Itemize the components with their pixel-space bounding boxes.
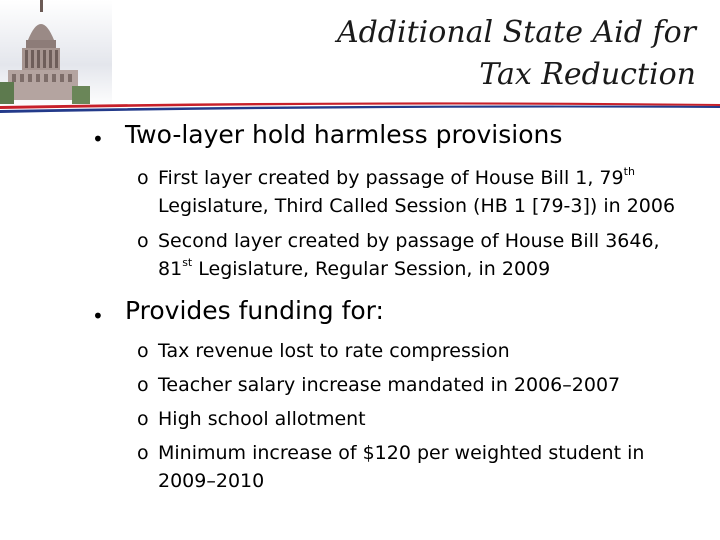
sub-item-2-line-1: Second layer created by passage of House Bill 3646, [158, 230, 660, 252]
sub-item-5-line-1: High school allotment [158, 408, 366, 430]
bullet-marker: • [92, 304, 104, 328]
bullet-2-text: Provides funding for: [125, 296, 384, 325]
sub-item-4-line-1: Teacher salary increase mandated in 2006–2007 [158, 374, 621, 396]
sub-item-1-line-1: First layer created by passage of House Bill 1, 79th [158, 164, 635, 189]
bullet-1-text: Two-layer hold harmless provisions [125, 120, 563, 149]
sub-marker: o [137, 374, 149, 396]
sub-marker: o [137, 442, 149, 464]
sub-marker: o [137, 408, 149, 430]
title-line-2: Tax Reduction [479, 57, 696, 92]
title-line-1: Additional State Aid for [336, 15, 696, 50]
sub-marker: o [137, 230, 149, 252]
sub-marker: o [137, 167, 149, 189]
sub-marker: o [137, 340, 149, 362]
sub-item-6-line-1: Minimum increase of $120 per weighted student in [158, 442, 645, 464]
sub-item-2-line-2: 81st Legislature, Regular Session, in 2009 [158, 255, 551, 280]
sub-item-3-line-1: Tax revenue lost to rate compression [158, 340, 510, 362]
sub-item-6-line-2: 2009–2010 [158, 470, 265, 492]
sub-item-1-line-2: Legislature, Third Called Session (HB 1 [79-3]) in 2006 [158, 195, 676, 217]
bullet-marker: • [92, 127, 104, 151]
